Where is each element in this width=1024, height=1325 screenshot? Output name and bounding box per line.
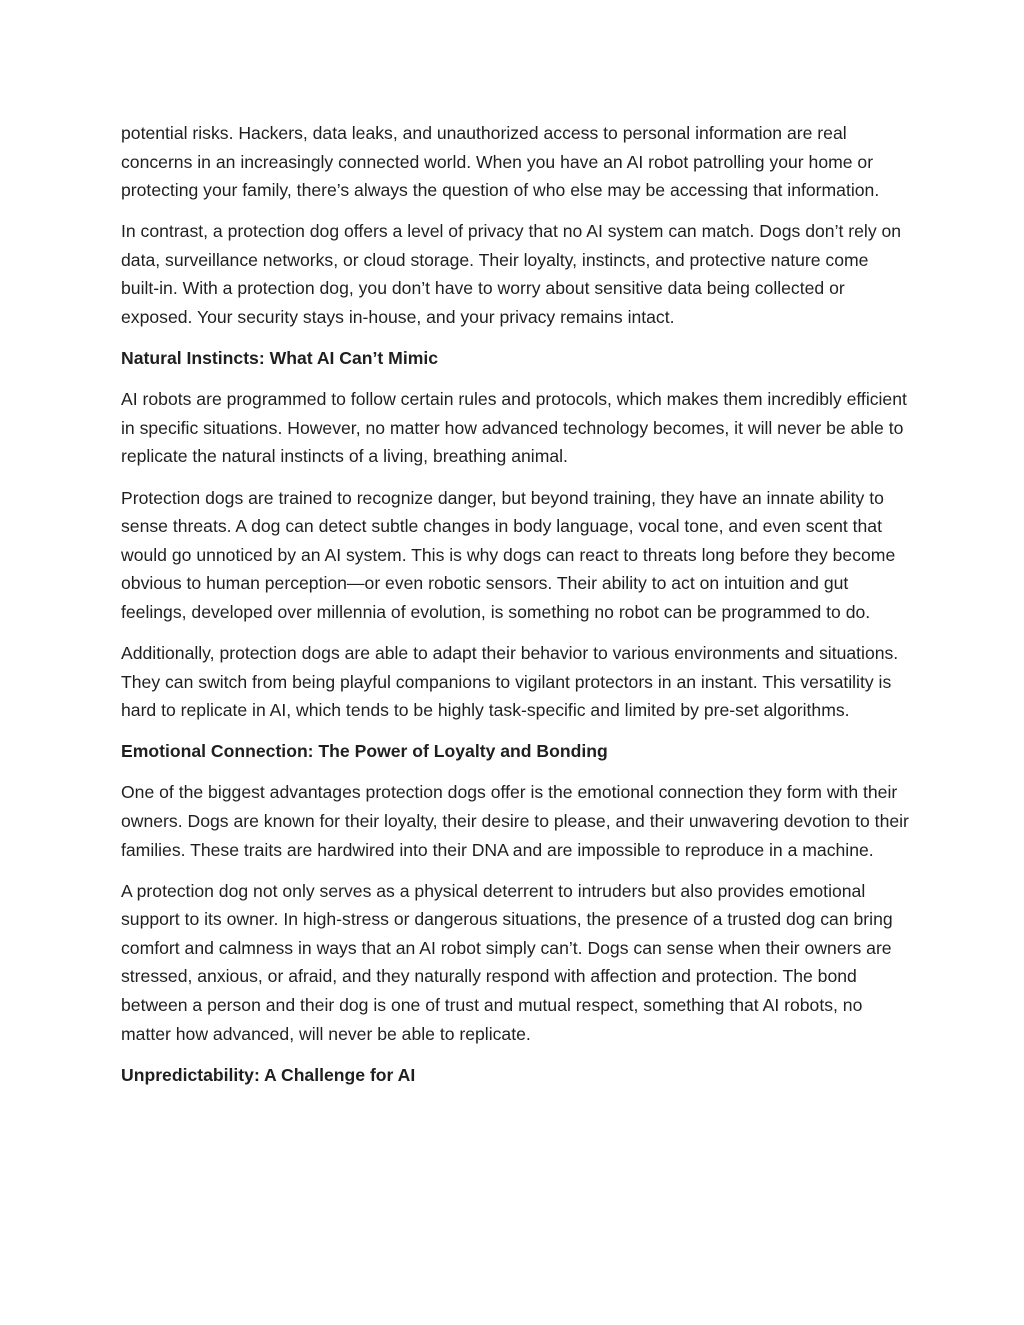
- document-page: [121, 119, 911, 1102]
- heading-emotional-connection: Emotional Connection: The Power of Loyalty and Bonding: [121, 741, 608, 762]
- paragraph-privacy-contrast: In contrast, a protection dog offers a level of privacy that no AI system can match. Dogs don’t rely on data, surveillance networks, or cloud storage. Their loyalty, instincts, and protective nature come built-in. With a protection dog, you don’t have to worry about sensitive data being collected or exposed. Your security stays in-house, and your privacy remains intact.: [121, 221, 902, 328]
- paragraph-adaptability: Additionally, protection dogs are able to adapt their behavior to various environments and situations. They can switch from being playful companions to vigilant protectors in an instant. This versatility is hard to replicate in AI, which tends to be highly task-specific and limited by pre-set algorithms.: [121, 643, 899, 721]
- heading-natural-instincts: Natural Instincts: What AI Can’t Mimic: [121, 348, 439, 369]
- heading-unpredictability: Unpredictability: A Challenge for AI: [121, 1064, 416, 1085]
- paragraph-loyalty: One of the biggest advantages protection dogs offer is the emotional connection they form with their owners. Dogs are known for their loyalty, their desire to please, and their unwavering devotion to their families. These traits are hardwired into their DNA and are impossible to reproduce in a machine.: [121, 782, 909, 860]
- paragraph-sense-threats: Protection dogs are trained to recognize danger, but beyond training, they have an innate ability to sense threats. A dog can detect subtle changes in body language, vocal tone, and even scent that would go unnoticed by an AI system. This is why dogs can react to threats long before they become obvious to human perception—or even robotic sensors. Their ability to act on intuition and gut feelings, developed over millennia of evolution, is something no robot can be programmed to do.: [121, 487, 896, 622]
- paragraph-emotional-support: A protection dog not only serves as a physical deterrent to intruders but also provides emotional support to its owner. In high-stress or dangerous situations, the presence of a trusted dog can bring comfort and calmness in ways that an AI robot simply can’t. Dogs can sense when their owners are stressed, anxious, or afraid, and they naturally respond with affection and protection. The bond between a person and their dog is one of trust and mutual respect, something that AI robots, no matter how advanced, will never be able to replicate.: [121, 880, 893, 1044]
- paragraph-privacy-risks: potential risks. Hackers, data leaks, and unauthorized access to personal information are real concerns in an increasingly connected world. When you have an AI robot patrolling your home or protecting your family, there’s always the question of who else may be accessing that information.: [121, 123, 880, 201]
- paragraph-ai-programmed: AI robots are programmed to follow certain rules and protocols, which makes them incredibly efficient in specific situations. However, no matter how advanced technology becomes, it will never be able to replicate the natural instincts of a living, breathing animal.: [121, 389, 907, 467]
